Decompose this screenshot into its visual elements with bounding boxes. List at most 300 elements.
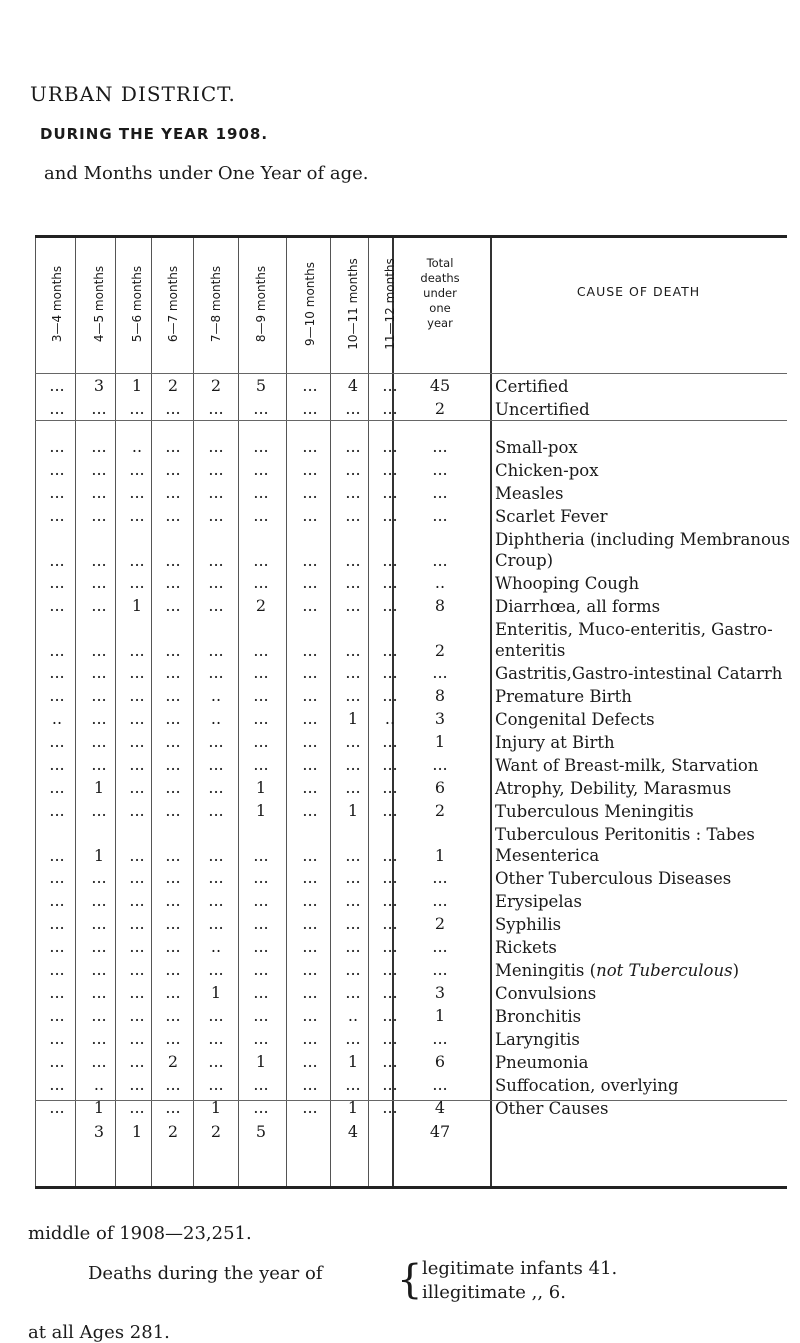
table-cell: 1 [93,1098,105,1117]
table-cell: ... [253,1098,269,1117]
table-cell: ... [382,891,398,910]
table-cell: ... [91,983,107,1002]
table-row [35,982,787,1005]
table-row [35,731,787,754]
table-row [35,662,787,685]
table-cell: ... [49,663,65,682]
table-cell: 1 [131,376,143,395]
table-cell: ... [382,399,398,418]
table-cell: ... [129,960,145,979]
table-cell: ... [382,732,398,751]
row-total: 2 [434,801,446,820]
table-cell: ... [49,399,65,418]
table-cell: ... [345,846,361,865]
table-cell: ... [345,551,361,570]
table-cell: ... [208,801,224,820]
table-cell: ... [91,663,107,682]
table-cell: ... [208,437,224,456]
table-cell: ... [165,399,181,418]
table-cell: ... [302,1098,318,1117]
table-cell: ... [208,399,224,418]
table-cell: ... [91,460,107,479]
cause-label: Enteritis, Muco-enteritis, Gastro-enteritis [495,620,773,660]
table-cell: ... [208,1029,224,1048]
table-cell: ... [382,483,398,502]
table-cell: ... [91,551,107,570]
table-cell: ... [382,1098,398,1117]
table-cell: ... [165,460,181,479]
table-cell: 1 [93,778,105,797]
table-cell: ... [253,891,269,910]
table-cell: ... [129,663,145,682]
table-cell: .. [210,709,222,728]
table-cell: ... [129,778,145,797]
page-subtitle: DURING THE YEAR 1908. [40,125,269,143]
cause-label: Injury at Birth [495,733,615,752]
table-cell: ... [345,960,361,979]
column-header-label: 5—6 months [130,265,144,343]
table-cell: ... [382,1006,398,1025]
cause-note: not Tuberculous [596,961,733,980]
table-cell: ... [302,801,318,820]
table-cell: ... [208,732,224,751]
table-cell: ... [302,846,318,865]
total-cell: 4 [347,1122,359,1141]
table-cell: ... [302,1029,318,1048]
table-cell: ... [91,573,107,592]
table-cell: 1 [210,1098,222,1117]
table-cell: .. [93,1075,105,1094]
table-cell: ... [129,801,145,820]
table-cell: ... [302,1075,318,1094]
table-cell: ... [49,755,65,774]
table-cell: ... [302,755,318,774]
table-cell: ... [165,1029,181,1048]
column-header-label: 6—7 months [166,265,180,343]
table-cell: ... [302,914,318,933]
table-cell: ... [345,483,361,502]
table-cell: ... [165,1075,181,1094]
table-cell: ... [165,732,181,751]
table-cell: ... [345,732,361,751]
table-cell: ... [129,914,145,933]
cause-label: Tuberculous Peritonitis : Tabes Mesenterica [495,825,755,865]
table-row [35,708,787,731]
cause-label: Certified [495,377,569,396]
table-cell: .. [131,437,143,456]
table-cell: ... [129,983,145,1002]
table-cell: ... [208,846,224,865]
table-cell: ... [129,709,145,728]
table-cell: ... [302,983,318,1002]
table-cell: ... [302,376,318,395]
column-header-label: 11—12 months [383,258,397,350]
table-cell: ... [345,778,361,797]
table-cell: ... [253,732,269,751]
table-cell: ... [129,573,145,592]
table-cell: ... [382,1052,398,1071]
table-cell: ... [165,914,181,933]
table-cell: ... [302,1052,318,1071]
table-cell: ... [165,573,181,592]
row-total: ... [432,755,448,774]
table-cell: ... [302,709,318,728]
total-cell: 5 [255,1122,267,1141]
table-cell: ... [165,1006,181,1025]
cause-label: Rickets [495,938,557,957]
column-header-label: 8—9 months [254,265,268,343]
table-cell: ... [49,641,65,660]
table-cell: ... [129,1098,145,1117]
cause-label: Want of Breast-milk, Starvation [495,756,759,775]
table-cell: ... [345,1075,361,1094]
table-cell: ... [382,573,398,592]
table-cell: ... [91,937,107,956]
table-cell: ... [129,399,145,418]
table-cell: ... [129,1006,145,1025]
table-cell: ... [165,755,181,774]
table-row [35,754,787,777]
table-row [35,398,787,421]
table-cell: ... [253,960,269,979]
total-header-line: one [429,301,451,315]
table-row [35,1074,787,1097]
table-cell: ... [49,960,65,979]
row-total: ... [432,891,448,910]
table-cell: ... [165,868,181,887]
table-cell: ... [91,755,107,774]
table-cell: ... [253,868,269,887]
table-cell: ... [208,1052,224,1071]
column-header [196,240,236,368]
table-cell: .. [210,937,222,956]
table-cell: ... [253,709,269,728]
table-cell: ... [302,483,318,502]
row-total: ... [432,1075,448,1094]
table-row [35,777,787,800]
total-header-line: under [423,286,457,300]
table-cell: 2 [167,1052,179,1071]
table-cell: ... [129,686,145,705]
column-header [290,240,330,368]
table-cell: ... [165,506,181,525]
brace-glyph: { [397,1257,423,1303]
table-row [35,595,787,618]
table-row [35,482,787,505]
table-cell: ... [165,437,181,456]
table-cell: ... [208,483,224,502]
column-header-label: 3—4 months [50,265,64,343]
cause-label: Erysipelas [495,892,582,911]
table-row [35,1051,787,1074]
table-cell: ... [165,1098,181,1117]
table-cell: ... [208,960,224,979]
table-bottom-rule [35,1186,787,1189]
table-cell: ... [253,551,269,570]
table-cell: ... [382,551,398,570]
column-header [117,240,157,368]
row-total: .. [434,573,446,592]
table-cell: ... [253,460,269,479]
table-cell: .. [347,1006,359,1025]
table-cell: ... [382,960,398,979]
total-header-line: year [427,316,453,330]
table-cell: ... [302,551,318,570]
row-total: 3 [434,709,446,728]
table-cell: 1 [347,1098,359,1117]
column-header [333,240,373,368]
table-cell: ... [91,801,107,820]
row-total: 2 [434,914,446,933]
table-cell: ... [49,868,65,887]
row-total: 8 [434,596,446,615]
table-cell: ... [208,551,224,570]
row-total: ... [432,663,448,682]
table-cell: ... [382,641,398,660]
cause-label: Convulsions [495,984,597,1003]
table-cell: ... [382,663,398,682]
table-cell: ... [382,801,398,820]
table-cell: ... [253,846,269,865]
table-cell: ... [91,641,107,660]
table-cell: ... [208,1006,224,1025]
table-cell: ... [165,846,181,865]
table-cell: ... [165,596,181,615]
table-cell: ... [382,1029,398,1048]
table-cell: ... [49,1029,65,1048]
table-cell: ... [165,551,181,570]
table-cell: ... [129,891,145,910]
table-cell: ... [49,914,65,933]
table-cell: ... [165,983,181,1002]
table-cell: ... [382,755,398,774]
table-row [35,572,787,595]
row-total: 2 [434,641,446,660]
table-cell: ... [382,437,398,456]
table-row [35,800,787,823]
table-cell: ... [302,663,318,682]
table-cell: ... [208,868,224,887]
table-cell: ... [129,755,145,774]
table-row [35,685,787,708]
row-total: ... [432,437,448,456]
row-total: ... [432,551,448,570]
cause-label: Diphtheria (including Membranous Croup) [495,530,790,570]
table-cell: ... [208,663,224,682]
total-cell: 3 [93,1122,105,1141]
table-cell: ... [165,709,181,728]
cause-label: Tuberculous Meningitis [495,802,694,821]
table-cell: ... [129,937,145,956]
table-cell: ... [49,1006,65,1025]
table-cell: ... [49,483,65,502]
row-rule [35,373,787,374]
table-cell: ... [91,891,107,910]
table-cell: ... [253,937,269,956]
column-header-label: 4—5 months [92,265,106,343]
table-cell: ... [91,868,107,887]
column-header [79,240,119,368]
total-cell: 2 [210,1122,222,1141]
table-cell: .. [51,709,63,728]
table-cell: ... [253,506,269,525]
table-cell: ... [382,376,398,395]
table-cell: ... [49,460,65,479]
table-cell: .. [210,686,222,705]
table-row [35,505,787,528]
table-cell: ... [208,573,224,592]
row-total: 2 [434,399,446,418]
table-cell: ... [91,709,107,728]
table-cell: ... [253,663,269,682]
table-row [35,1028,787,1051]
cause-label: Pneumonia [495,1053,589,1072]
table-cell: ... [345,868,361,887]
total-header-line: Total [426,256,454,270]
table-cell: 1 [255,801,267,820]
cause-label: Congenital Defects [495,710,655,729]
row-total: ... [432,868,448,887]
table-cell: ... [208,914,224,933]
table-cell: 3 [93,376,105,395]
table-cell: ... [91,914,107,933]
grand-total: 47 [429,1122,451,1141]
table-row [35,436,787,459]
column-header-label: 10—11 months [346,258,360,350]
table-cell: ... [208,891,224,910]
table-cell: ... [208,460,224,479]
cause-label: Other Causes [495,1099,609,1118]
page-title: URBAN DISTRICT. [30,82,236,106]
table-cell: ... [165,641,181,660]
table-row [35,459,787,482]
cause-label: Bronchitis [495,1007,582,1026]
table-cell: 1 [347,801,359,820]
total-deaths-header [392,256,488,331]
cause-label: Laryngitis [495,1030,580,1049]
table-cell: 1 [347,709,359,728]
table-row [35,528,790,572]
table-cell: 1 [131,596,143,615]
table-cell: ... [345,573,361,592]
table-cell: ... [382,868,398,887]
table-cell: ... [253,641,269,660]
column-header [37,240,77,368]
table-cell: ... [129,506,145,525]
deaths-label: Deaths during the year of [88,1263,323,1284]
table-row [35,959,787,982]
table-cell: ... [165,937,181,956]
table-cell: ... [129,460,145,479]
cause-label: Syphilis [495,915,562,934]
row-total: 1 [434,846,446,865]
table-cell: ... [91,1029,107,1048]
table-row [35,1005,787,1028]
table-cell: ... [345,686,361,705]
table-cell: ... [49,376,65,395]
table-cell: ... [49,686,65,705]
table-cell: ... [91,483,107,502]
table-cell: ... [382,846,398,865]
table-cell: ... [302,937,318,956]
table-cell: ... [302,960,318,979]
row-total: ... [432,960,448,979]
table-cell: ... [208,778,224,797]
table-cell: ... [91,437,107,456]
row-total: 6 [434,1052,446,1071]
table-cell: ... [382,983,398,1002]
table-cell: ... [382,460,398,479]
table-row [35,618,787,662]
table-cell: ... [49,1098,65,1117]
table-cell: ... [129,1029,145,1048]
all-ages-deaths: at all Ages 281. [28,1322,170,1343]
cause-label: Scarlet Fever [495,507,608,526]
table-cell: ... [382,1075,398,1094]
table-cell: 5 [255,376,267,395]
row-total: 45 [429,376,451,395]
table-cell: ... [91,596,107,615]
table-cell: ... [253,914,269,933]
table-cell: 2 [210,376,222,395]
table-row [35,375,787,398]
cause-label: Chicken-pox [495,461,599,480]
row-total: ... [432,483,448,502]
table-cell: ... [91,399,107,418]
table-cell: 2 [167,376,179,395]
table-cell: ... [165,483,181,502]
table-cell: 1 [93,846,105,865]
row-total: ... [432,460,448,479]
table-cell: ... [253,437,269,456]
table-cell: ... [208,506,224,525]
table-cell: ... [345,1029,361,1048]
row-total: ... [432,1029,448,1048]
table-top-rule [35,235,787,238]
table-cell: ... [129,732,145,751]
table-cell: ... [49,596,65,615]
table-cell: ... [302,506,318,525]
column-header [153,240,193,368]
table-cell: ... [382,596,398,615]
table-cell: ... [302,891,318,910]
table-cell: ... [345,663,361,682]
table-cell: ... [253,983,269,1002]
table-cell: ... [345,891,361,910]
table-cell: 1 [255,778,267,797]
table-cell: ... [49,983,65,1002]
population-note: middle of 1908—23,251. [28,1223,252,1244]
table-cell: ... [49,506,65,525]
cause-label: Diarrhœa, all forms [495,597,661,616]
cause-label: Whooping Cough [495,574,640,593]
table-cell: ... [208,641,224,660]
table-cell: ... [302,868,318,887]
table-cell: ... [165,686,181,705]
table-cell: ... [49,778,65,797]
column-header-label: 9—10 months [303,262,317,346]
table-cell: ... [49,551,65,570]
table-cell: ... [345,399,361,418]
page-caption: and Months under One Year of age. [44,163,369,184]
table-cell: ... [253,755,269,774]
table-cell: ... [345,641,361,660]
illegitimate-count: illegitimate ,, 6. [422,1282,566,1303]
cause-label: Meningitis (not Tuberculous) [495,961,739,980]
table-cell: ... [253,1075,269,1094]
table-cell: ... [302,732,318,751]
table-cell: 1 [210,983,222,1002]
